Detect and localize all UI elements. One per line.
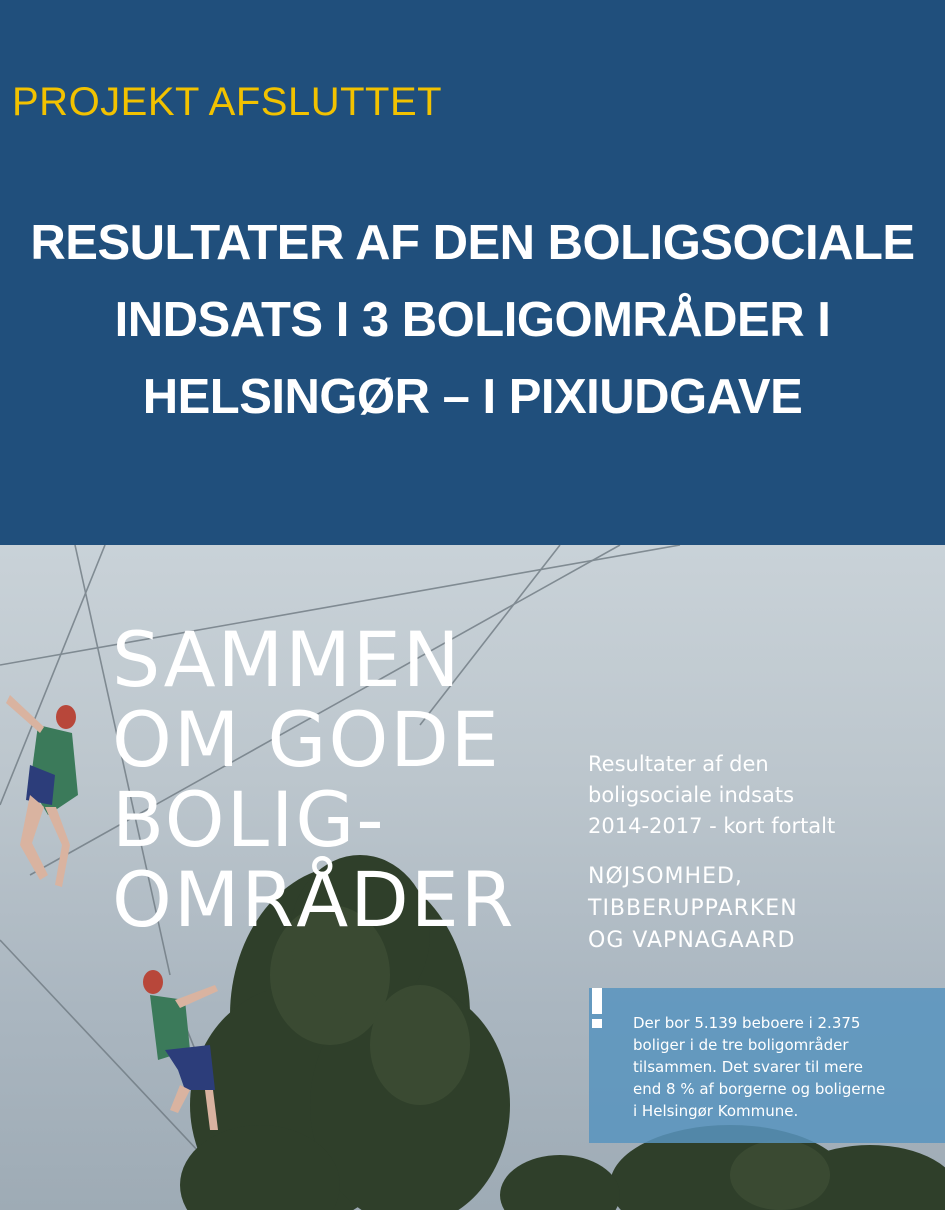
cover-heading-line: BOLIG- [112, 775, 386, 864]
area-line: TIBBERUPPARKEN [588, 896, 798, 921]
fact-line: tilsammen. Det svarer til mere [633, 1058, 863, 1076]
page-title [20, 205, 925, 436]
area-line: NØJSOMHED, [588, 864, 743, 889]
cover-heading-line: OMRÅDER [112, 855, 516, 944]
fact-line: i Helsingør Kommune. [633, 1102, 799, 1120]
subtitle-line: Resultater af den [588, 752, 769, 776]
title-line: INDSATS I 3 BOLIGOMRÅDER I [114, 293, 831, 347]
fact-box [589, 988, 945, 1143]
fact-line: end 8 % af borgerne og boligerne [633, 1080, 886, 1098]
title-line: RESULTATER AF DEN BOLIGSOCIALE [30, 216, 915, 270]
header-banner [0, 0, 945, 545]
area-line: OG VAPNAGAARD [588, 928, 796, 953]
cover-subtitle [588, 749, 835, 842]
area-names [588, 861, 798, 957]
fact-line: Der bor 5.139 beboere i 2.375 [633, 1014, 861, 1032]
project-status: PROJEKT AFSLUTTET [12, 80, 443, 124]
subtitle-line: boligsociale indsats [588, 783, 795, 807]
cover-heading [112, 615, 516, 944]
subtitle-line: 2014-2017 - kort fortalt [588, 814, 836, 838]
title-line: HELSINGØR – I PIXIUDGAVE [142, 370, 803, 424]
cover-photo [0, 545, 945, 1210]
cover-heading-line: SAMMEN [112, 615, 462, 704]
exclamation-icon [589, 988, 605, 1028]
fact-line: boliger i de tre boligområder [633, 1036, 849, 1054]
fact-text [633, 1012, 933, 1122]
cover-heading-line: OM GODE [112, 695, 501, 784]
